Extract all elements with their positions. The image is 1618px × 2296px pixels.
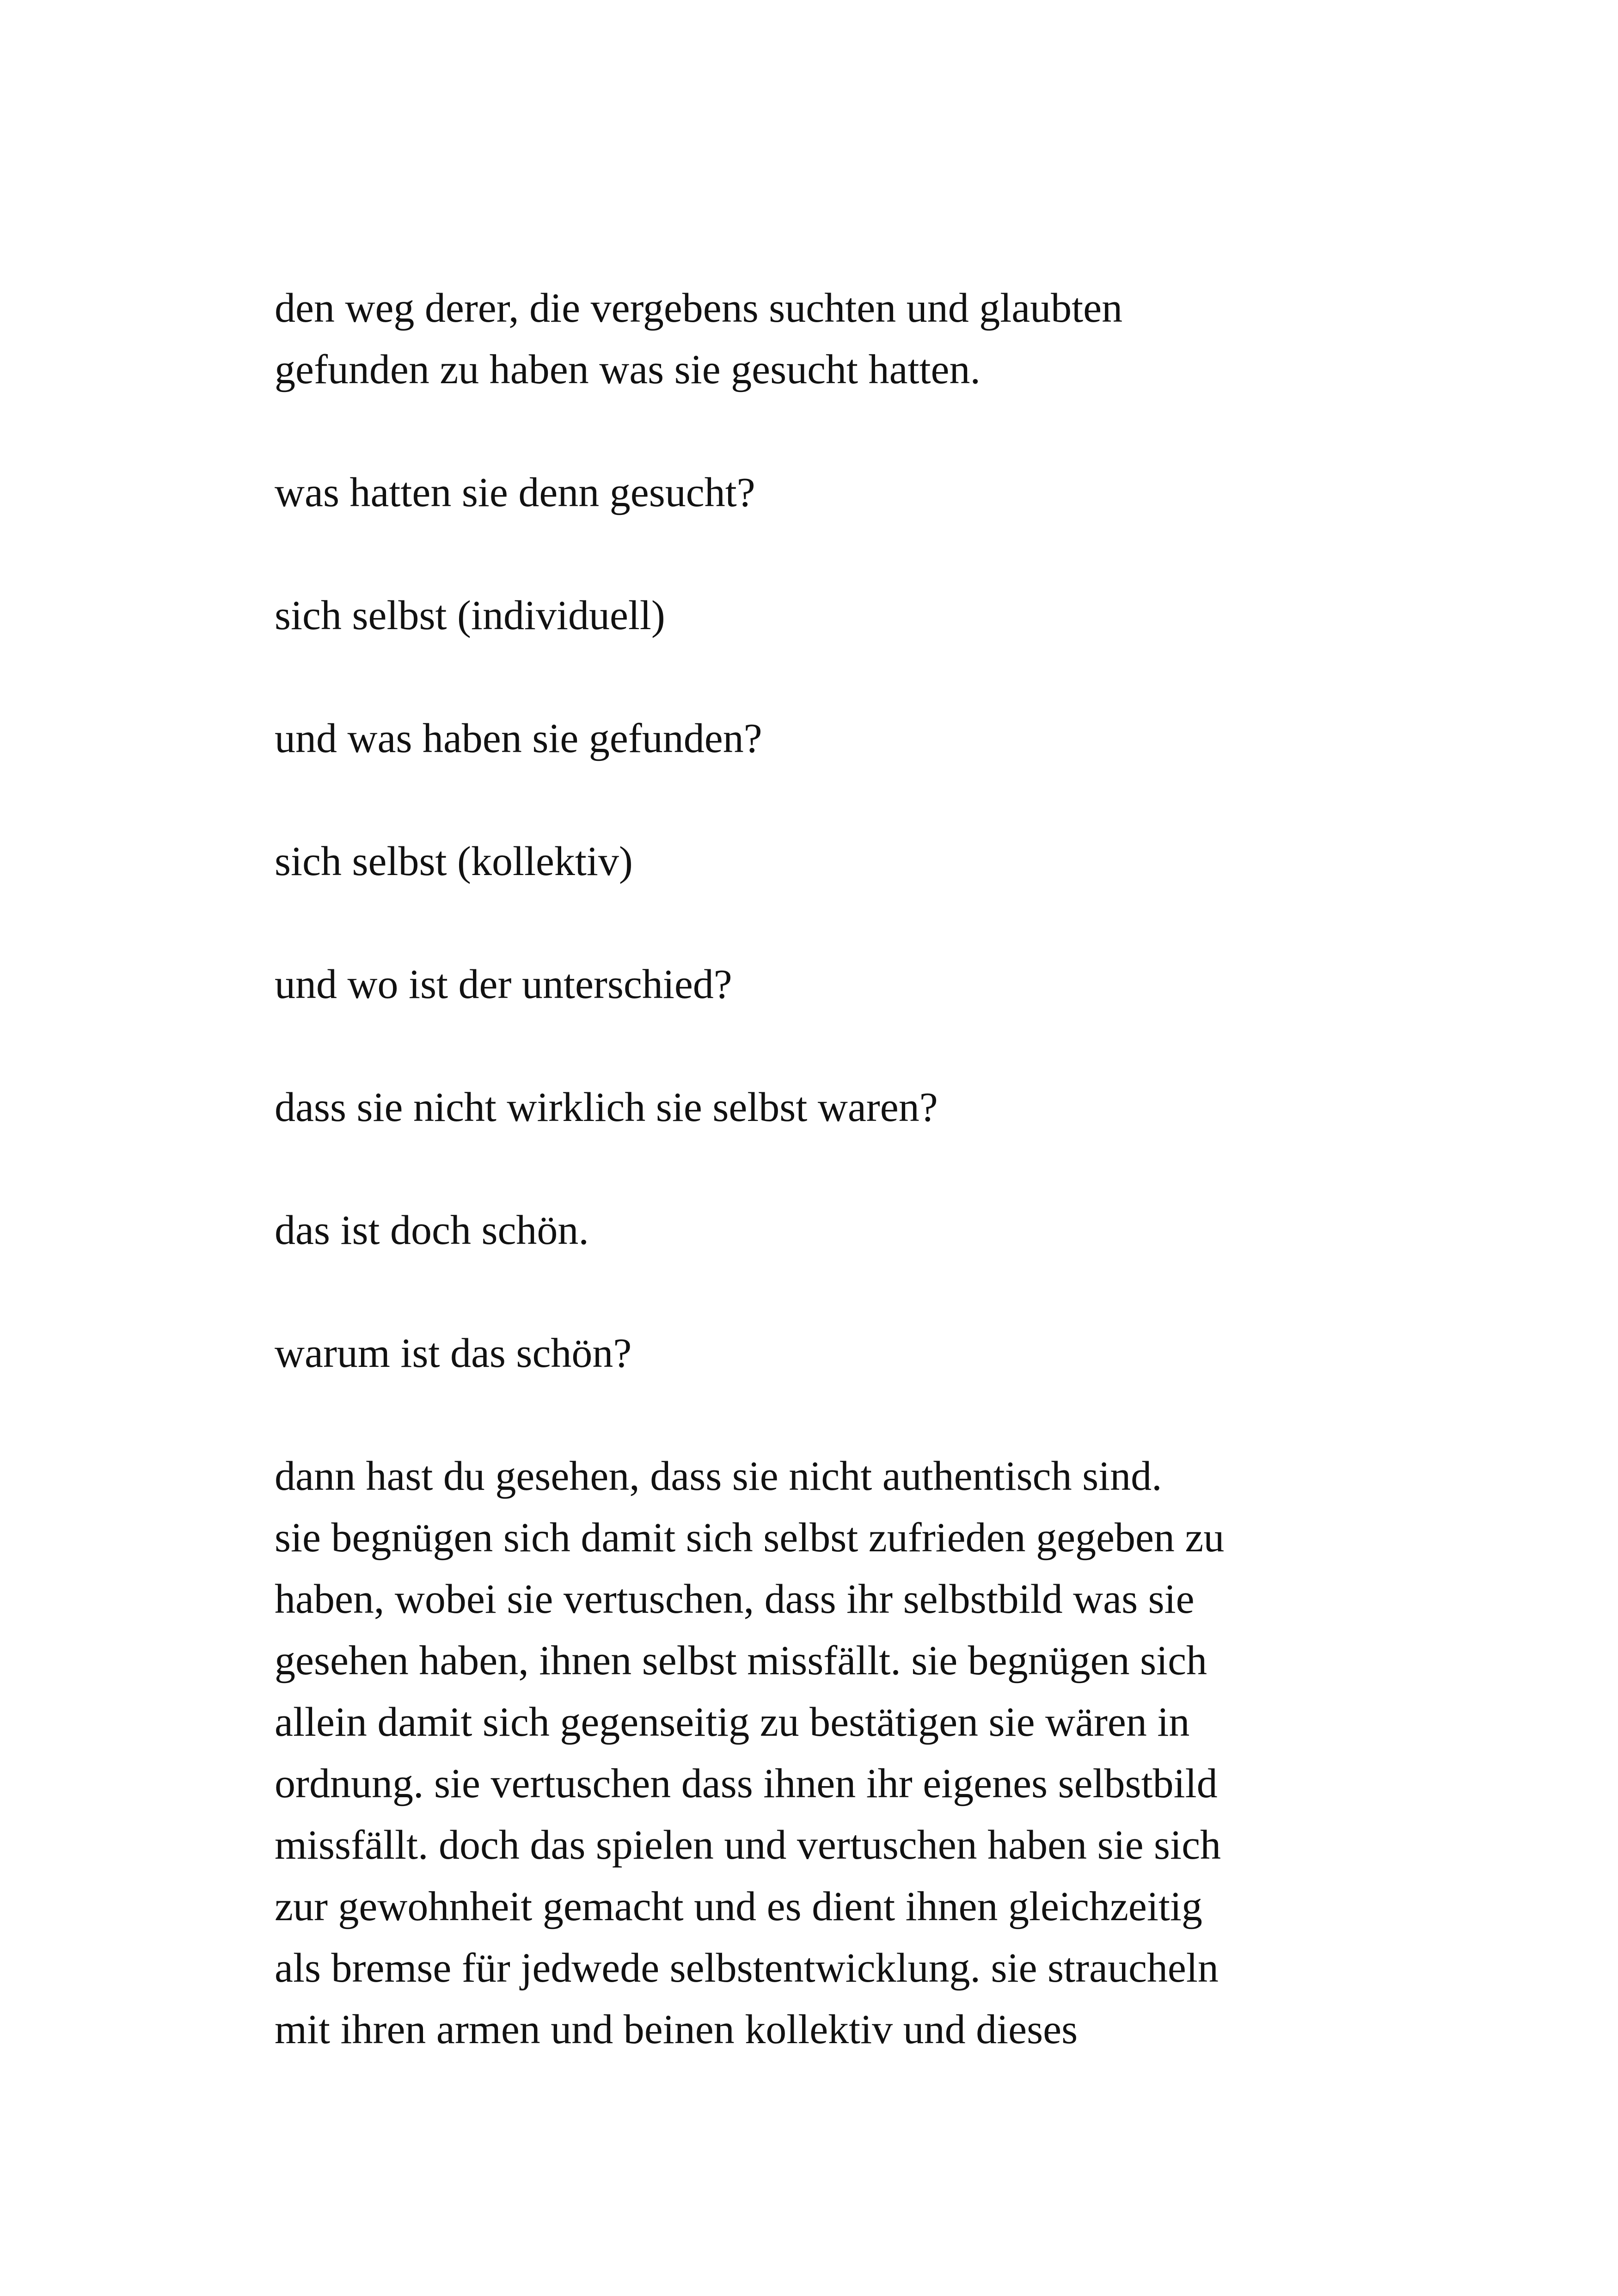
text-line: mit ihren armen und beinen kollektiv und dieses xyxy=(275,2007,1078,2052)
text-line: dass sie nicht wirklich sie selbst waren? xyxy=(275,1084,938,1130)
paragraph-8 xyxy=(275,1200,1393,1261)
text-line: gefunden zu haben was sie gesucht hatten. xyxy=(275,347,981,392)
text-line: allein damit sich gegenseitig zu bestätigen sie wären in xyxy=(275,1699,1190,1745)
paragraph-1 xyxy=(275,277,1393,400)
paragraph-6 xyxy=(275,954,1393,1015)
text-line: den weg derer, die vergebens suchten und glaubten xyxy=(275,285,1123,331)
paragraph-9 xyxy=(275,1322,1393,1384)
text-line: haben, wobei sie vertuschen, dass ihr selbstbild was sie xyxy=(275,1576,1195,1622)
text-line: missfällt. doch das spielen und vertuschen haben sie sich xyxy=(275,1822,1221,1868)
text-line: als bremse für jedwede selbstentwicklung. sie straucheln xyxy=(275,1945,1219,1991)
text-line: sich selbst (kollektiv) xyxy=(275,839,633,884)
paragraph-7 xyxy=(275,1077,1393,1138)
text-line: gesehen haben, ihnen selbst missfällt. sie begnügen sich xyxy=(275,1638,1207,1684)
text-line: sie begnügen sich damit sich selbst zufrieden gegeben zu xyxy=(275,1515,1225,1561)
text-line: das ist doch schön. xyxy=(275,1207,589,1253)
paragraph-3 xyxy=(275,585,1393,646)
paragraph-10 xyxy=(275,1445,1393,2060)
text-line: sich selbst (individuell) xyxy=(275,593,665,638)
text-line: und wo ist der unterschied? xyxy=(275,961,732,1007)
text-line: warum ist das schön? xyxy=(275,1330,632,1376)
text-line: und was haben sie gefunden? xyxy=(275,716,762,761)
paragraph-4 xyxy=(275,708,1393,769)
text-column xyxy=(275,277,1393,2060)
paragraph-5 xyxy=(275,831,1393,892)
text-line: ordnung. sie vertuschen dass ihnen ihr eigenes selbstbild xyxy=(275,1761,1218,1806)
paragraph-2 xyxy=(275,462,1393,523)
text-line: zur gewohnheit gemacht und es dient ihnen gleichzeitig xyxy=(275,1884,1202,1929)
text-line: was hatten sie denn gesucht? xyxy=(275,470,755,515)
text-line: dann hast du gesehen, dass sie nicht authentisch sind. xyxy=(275,1453,1162,1499)
